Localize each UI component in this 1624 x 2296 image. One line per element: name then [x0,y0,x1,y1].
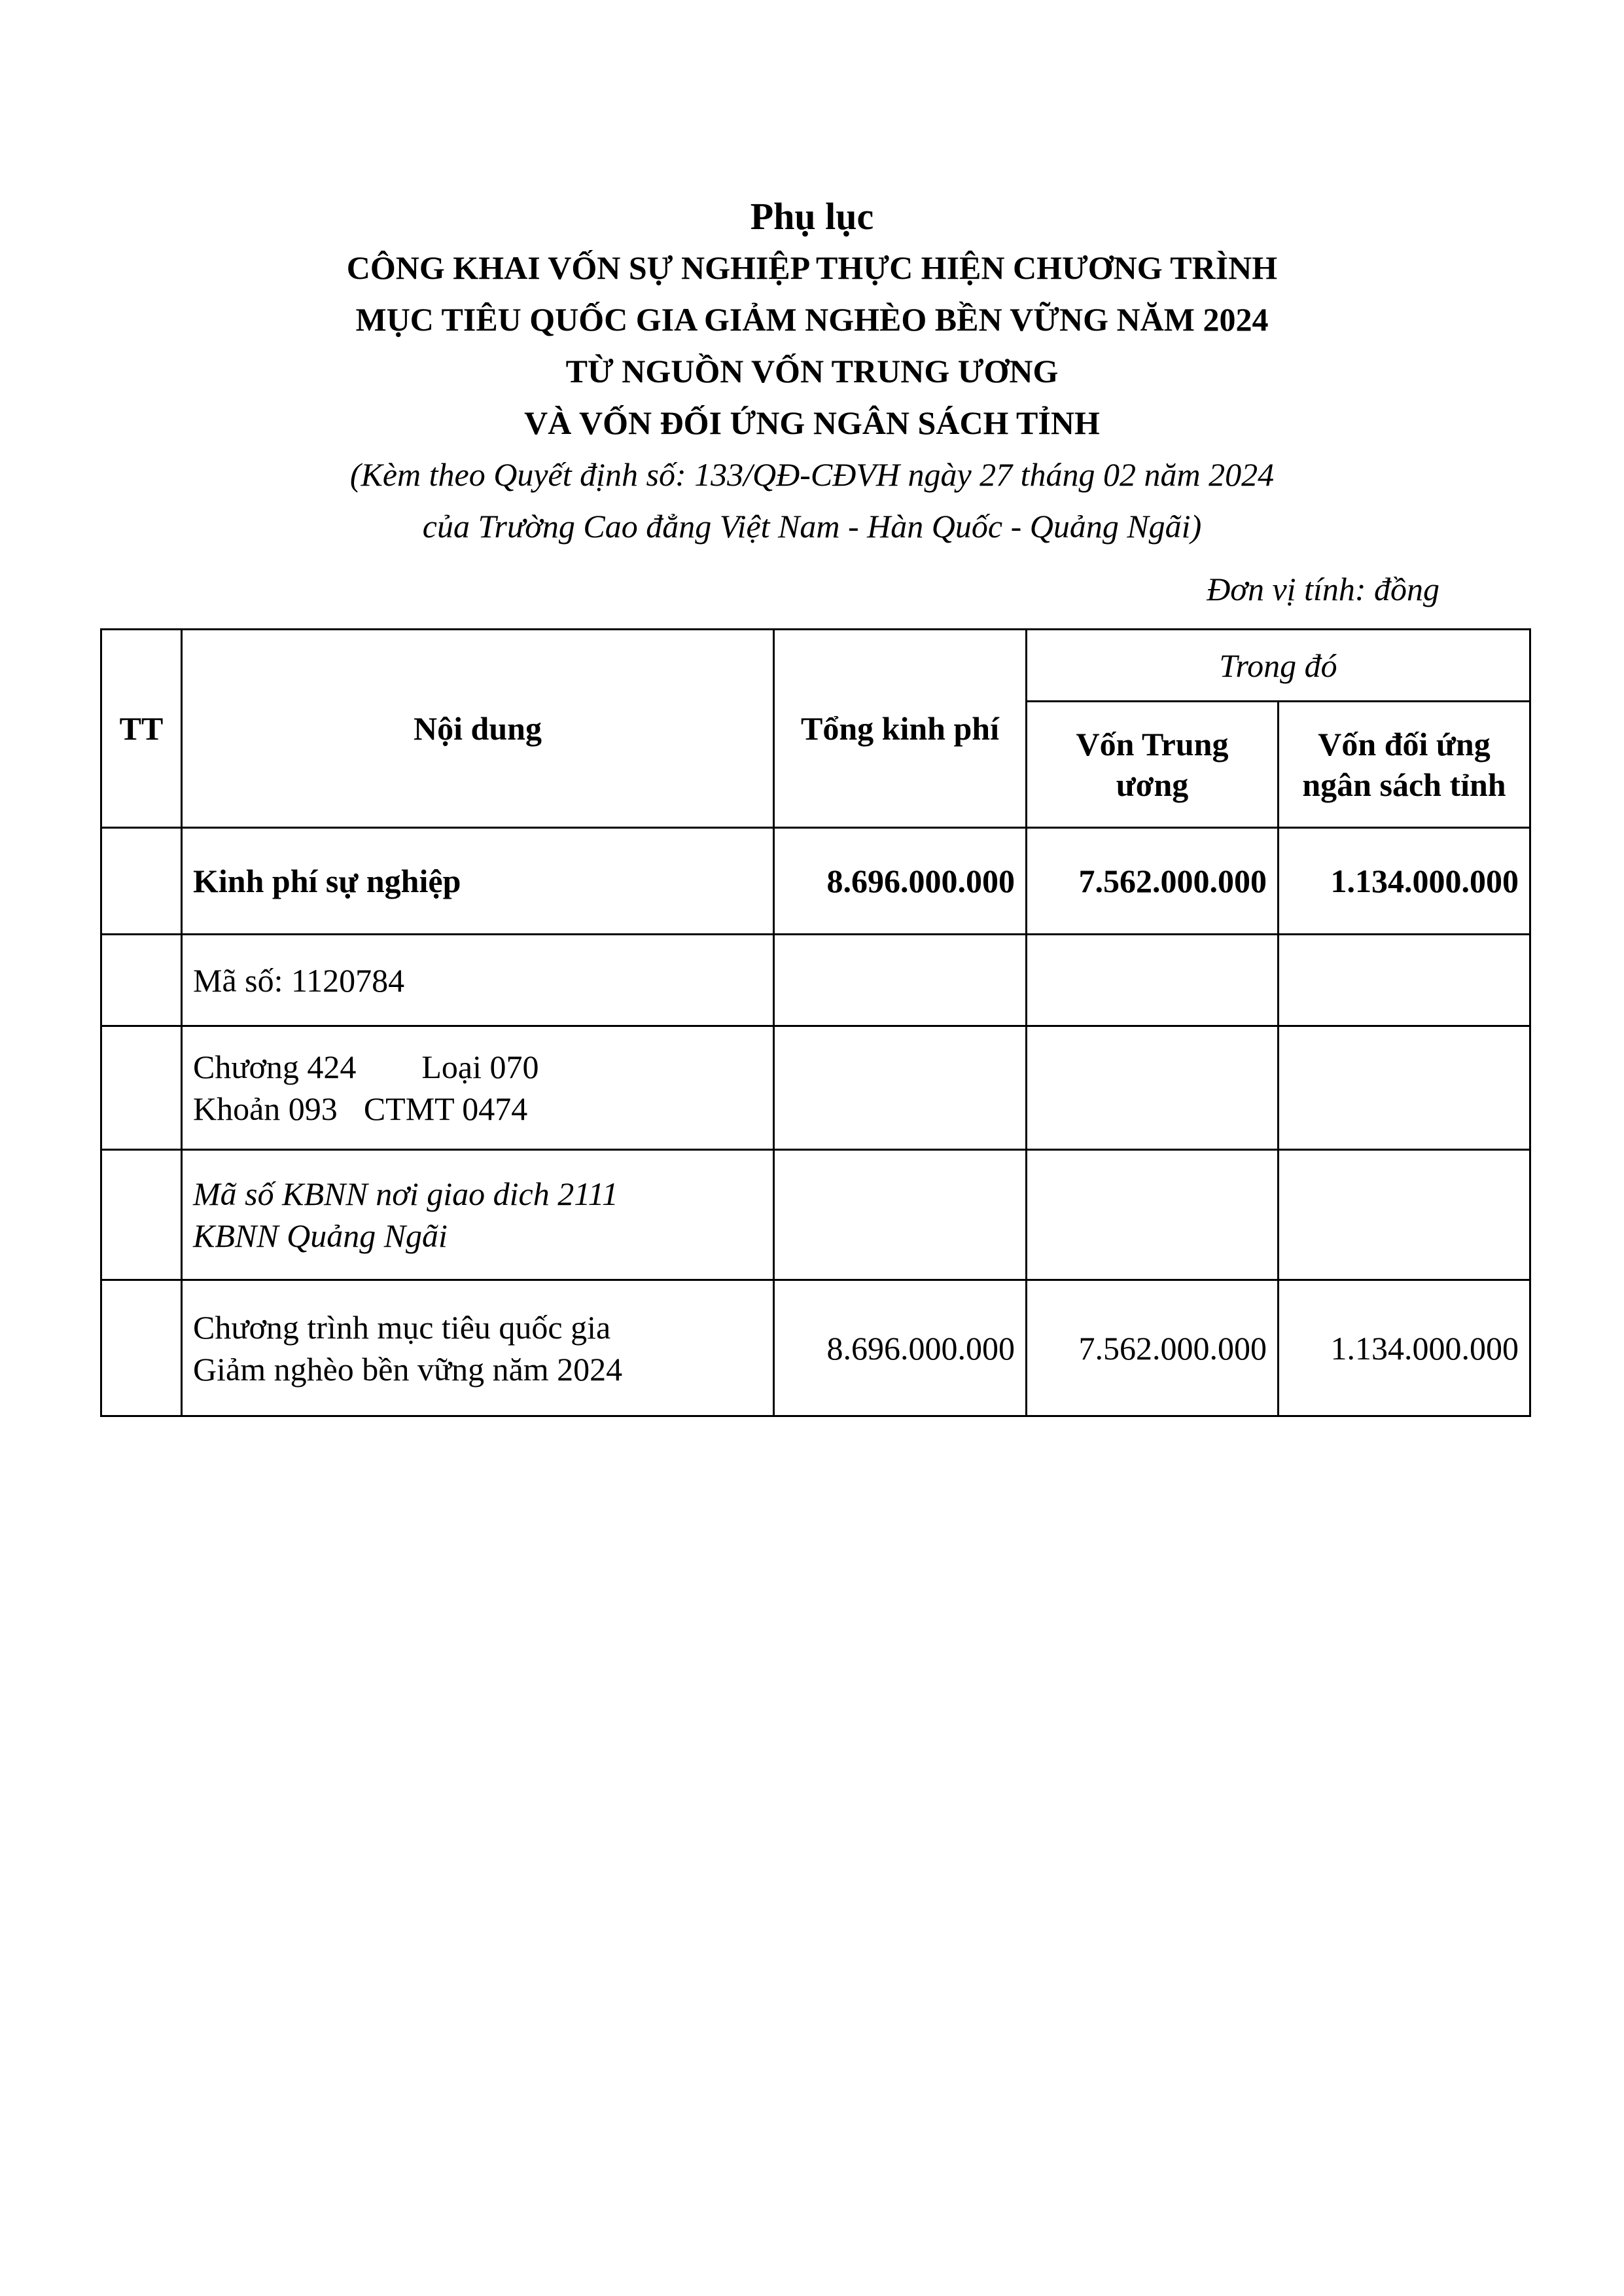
program-line-2: Giảm nghèo bền vững năm 2024 [193,1350,623,1388]
table-row [101,1026,1530,1150]
cell-noi-dung: Mã số: 1120784 [182,935,774,1026]
cell-noi-dung [182,1150,774,1280]
cell-tt [101,828,182,935]
cell-doi-ung: 1.134.000.000 [1279,828,1530,935]
cell-tong [774,1150,1027,1280]
table-row [101,1280,1530,1416]
cell-doi-ung [1279,1026,1530,1150]
cell-trung-uong [1027,935,1279,1026]
cell-tt [101,1280,182,1416]
heading-line-2: MỤC TIÊU QUỐC GIA GIẢM NGHÈO BỀN VỮNG NĂM 2024 [355,301,1269,338]
khoan-text: Khoản 093 [193,1090,338,1127]
unit-label: Đơn vị tính: đồng [1207,571,1439,607]
document-title: Phụ lục [750,195,874,238]
kbnn-name-line: KBNN Quảng Ngãi [193,1217,448,1254]
program-line-1: Chương trình mục tiêu quốc gia [193,1308,611,1346]
cell-tong: 8.696.000.000 [774,1280,1027,1416]
cell-trung-uong [1027,1150,1279,1280]
table-row [101,935,1530,1026]
header-trong-do: Trong đó [1027,630,1530,702]
table-row [101,1150,1530,1280]
cell-doi-ung [1279,935,1530,1026]
cell-tt [101,1150,182,1280]
cell-tong [774,1026,1027,1150]
chuong-text: Chương 424 [193,1049,357,1085]
header-von-trung-uong: Vốn Trung ương [1027,702,1279,828]
subtitle-line-1: (Kèm theo Quyết định số: 133/QĐ-CĐVH ngày 27 tháng 02 năm 2024 [349,456,1275,493]
loai-text: Loại 070 [421,1049,539,1085]
cell-noi-dung [182,1280,774,1416]
table-header-row [101,630,1530,702]
header-von-doi-ung: Vốn đối ứng ngân sách tỉnh [1279,702,1530,828]
cell-doi-ung [1279,1150,1530,1280]
cell-noi-dung: Kinh phí sự nghiệp [182,828,774,935]
chuong-loai-line [193,1046,762,1088]
table-row [101,828,1530,935]
cell-tt [101,1026,182,1150]
kbnn-code-line: Mã số KBNN nơi giao dich 2111 [193,1175,618,1212]
subtitle-line-2: của Trường Cao đẳng Việt Nam - Hàn Quốc - Quảng Ngãi) [422,508,1202,545]
ctmt-text: CTMT 0474 [363,1090,528,1127]
cell-tt [101,935,182,1026]
cell-trung-uong [1027,1026,1279,1150]
heading-line-3: TỪ NGUỒN VỐN TRUNG ƯƠNG [565,353,1059,389]
khoan-ctmt-line [193,1088,762,1130]
title-block [0,191,1624,552]
heading-line-4: VÀ VỐN ĐỐI ỨNG NGÂN SÁCH TỈNH [524,404,1100,441]
cell-tong: 8.696.000.000 [774,828,1027,935]
cell-tong [774,935,1027,1026]
header-tt: TT [101,630,182,828]
cell-trung-uong: 7.562.000.000 [1027,828,1279,935]
cell-trung-uong: 7.562.000.000 [1027,1280,1279,1416]
cell-doi-ung: 1.134.000.000 [1279,1280,1530,1416]
header-noi-dung: Nội dung [182,630,774,828]
cell-noi-dung [182,1026,774,1150]
budget-table [100,628,1531,1417]
heading-line-1: CÔNG KHAI VỐN SỰ NGHIỆP THỰC HIỆN CHƯƠNG TRÌNH [346,249,1278,286]
header-tong-kinh-phi: Tổng kinh phí [774,630,1027,828]
